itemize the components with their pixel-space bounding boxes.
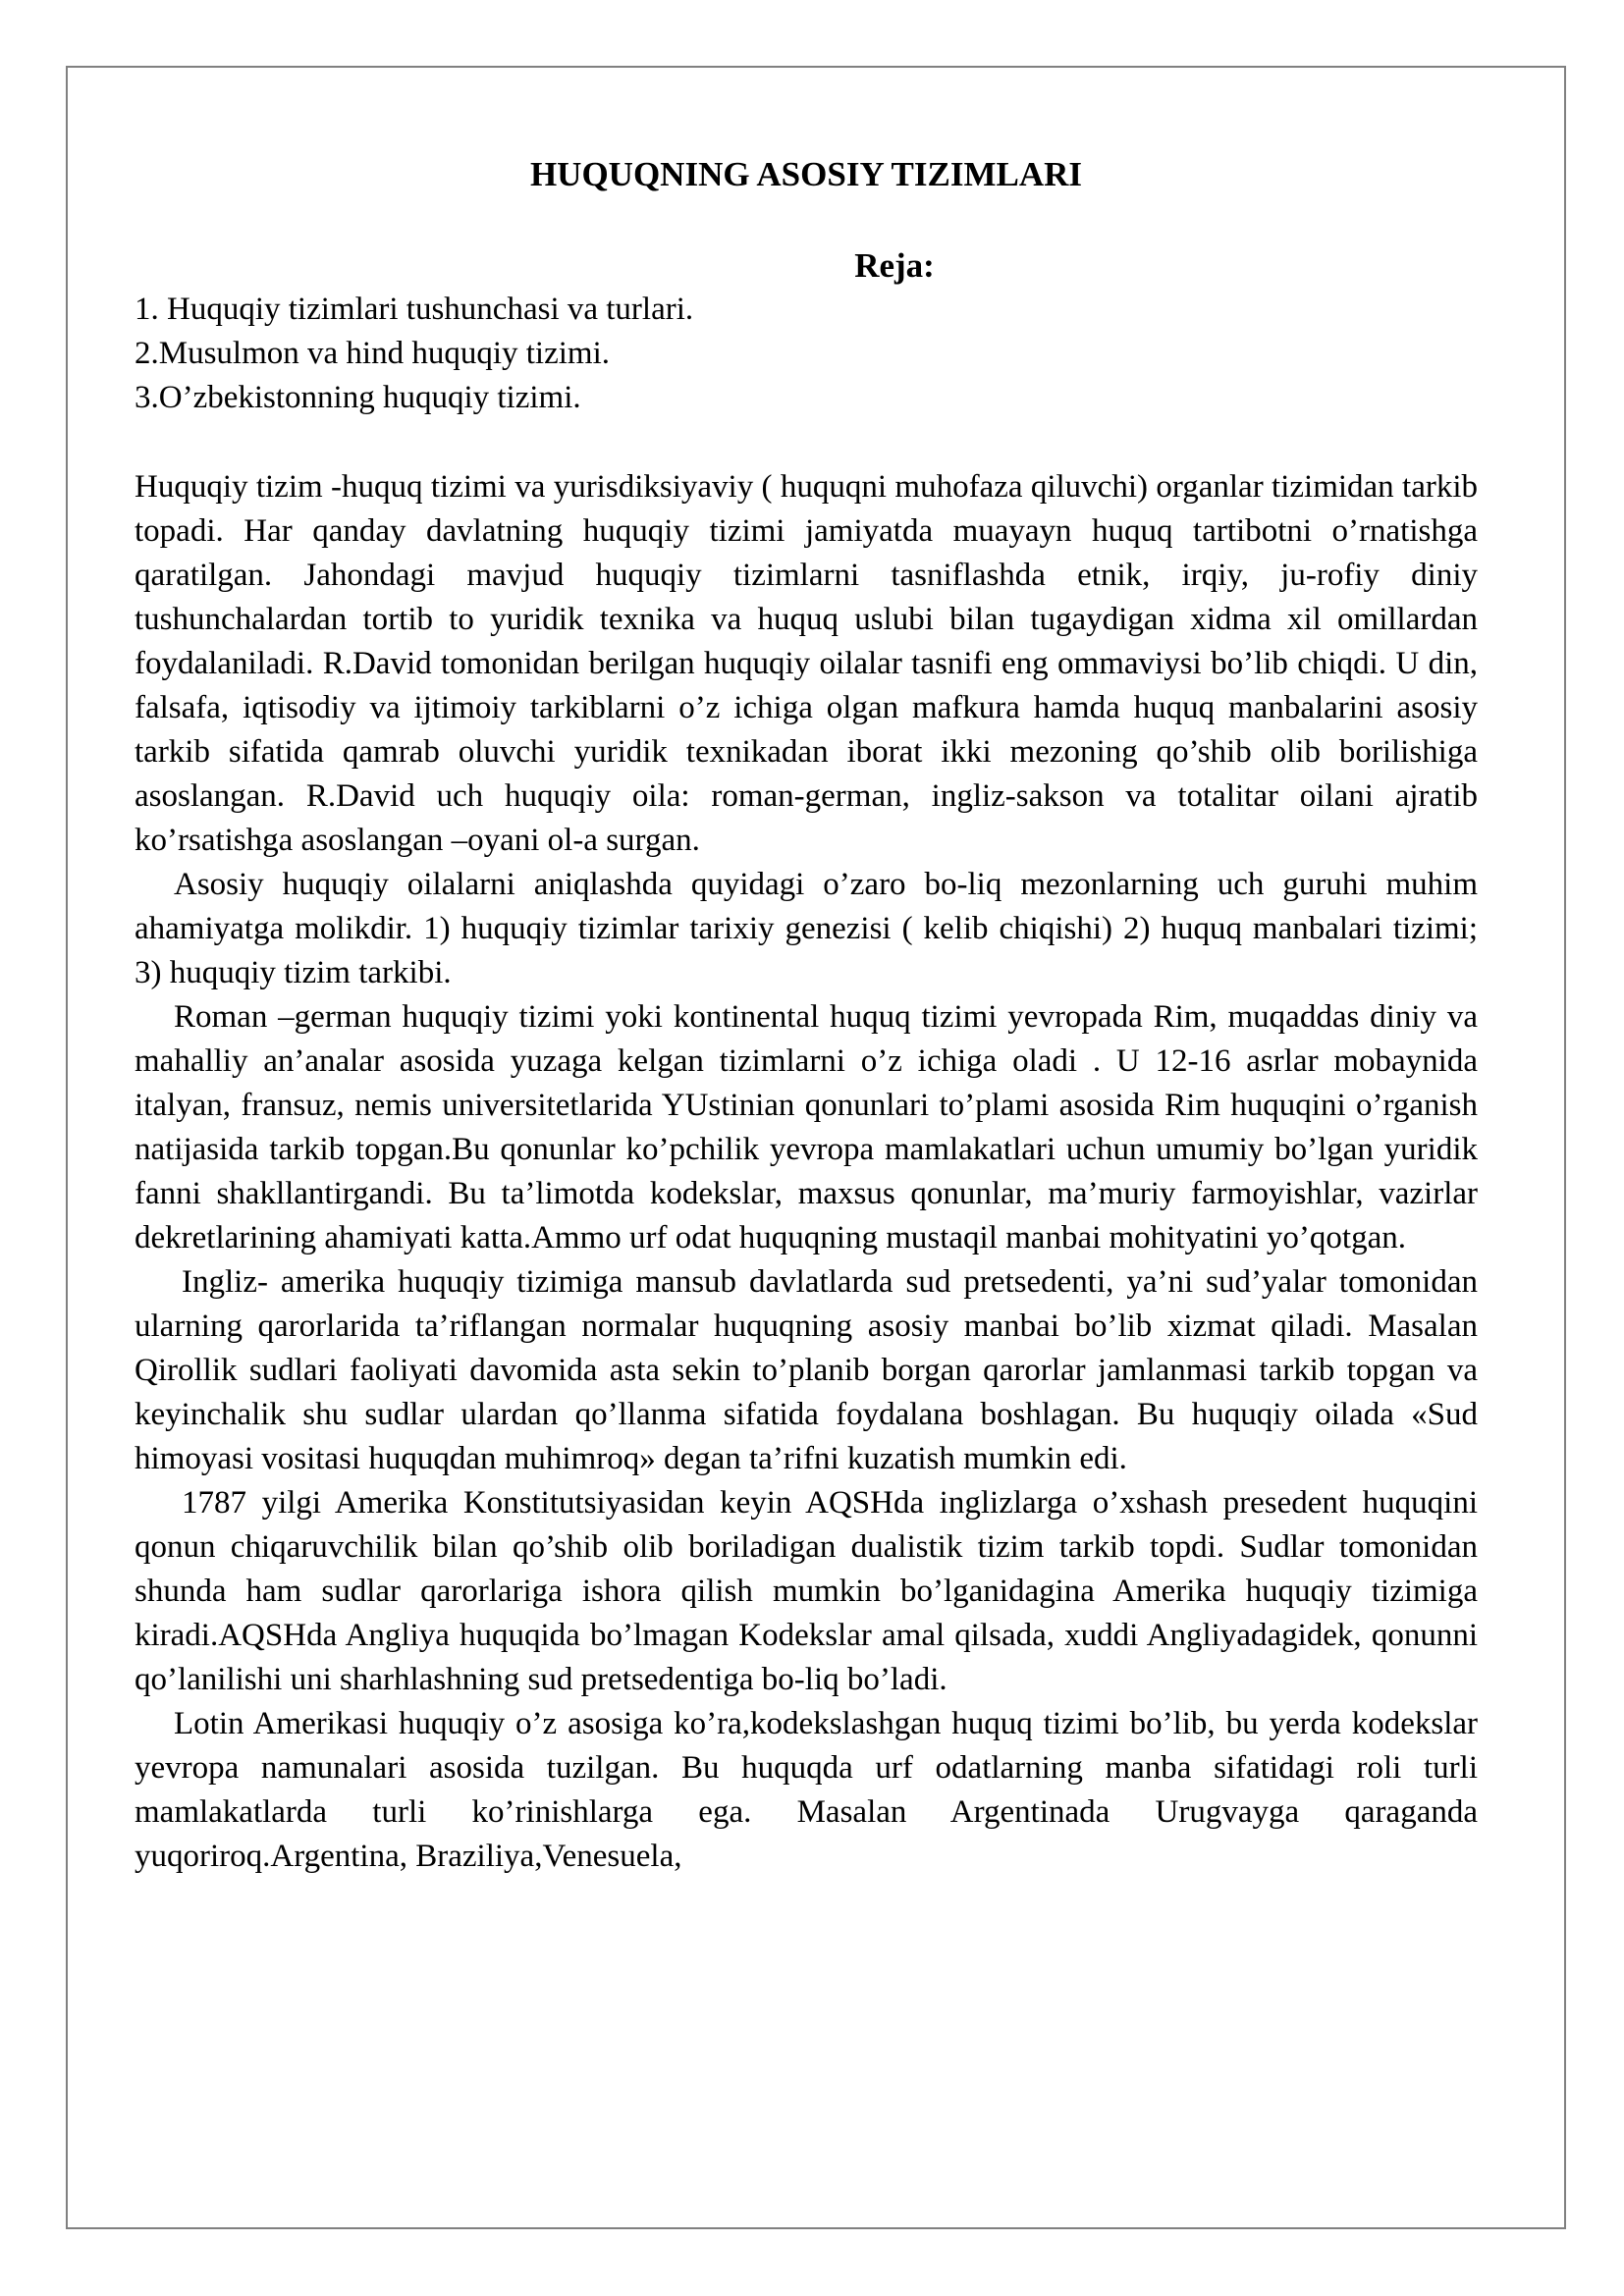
paragraph: Roman –german huquqiy tizimi yoki kontinental huquq tizimi yevropada Rim, muqaddas diniy va mahalliy an’analar asosida yuzaga kelgan tizimlarni o’z ichiga oladi . U 12-16 asrlar mobaynida italyan, fransuz, nemis universitetlarida YUstinian qonunlari to’plami asosida Rim huquqini o’rganish natijasida tarkib topgan.Bu qonunlar ko’pchilik yevropa mamlakatlari uchun umumiy bo’lgan yuridik fanni shakllantirgandi. Bu ta’limotda kodekslar, maxsus qonunlar, ma’muriy farmoyishlar, vazirlar dekretlarining ahamiyati katta.Ammo urf odat huquqning mustaqil manbai mohityatini yo’qotgan. (135, 999, 1478, 1255)
document-title: HUQUQNING ASOSIY TIZIMLARI (529, 155, 1083, 193)
paragraph: Huquqiy tizim -huquq tizimi va yurisdiksiyaviy ( huquqni muhofaza qiluvchi) organlar tizimidan tarkib topadi. Har qanday davlatning huquqiy tizimi jamiyatda muayayn huquq tartibotni o’rnatishga qaratilgan. Jahondagi mavjud huquqiy tizimlarni tasniflashda etnik, irqiy, ju-rofiy diniy tushunchalardan tortib to yuridik texnika va huquq uslubi bilan tugaydigan xidma xil omillardan foydalaniladi. R.David tomonidan berilgan huquqiy oilalar tasnifi eng ommaviysi bo’lib chiqdi. U din, falsafa, iqtisodiy va ijtimoiy tarkiblarni o’z ichiga olgan mafkura hamda huquq manbalarini asosiy tarkib sifatida qamrab oluvchi yuridik texnikadan iborat ikki mezoning qo’shib olib borilishiga asoslangan. R.David uch huquqiy oila: roman-german, ingliz-sakson va totalitar oilani ajratib ko’rsatishga asoslangan –oyani ol-a surgan. (135, 469, 1478, 858)
plan-heading: Reja: (854, 246, 935, 285)
paragraph: Ingliz- amerika huquqiy tizimiga mansub davlatlarda sud pretsedenti, ya’ni sud’yalar tomonidan ularning qarorlarida ta’riflangan normalar huquqning asosiy manbai bo’lib xizmat qiladi. Masalan Qirollik sudlari faoliyati davomida asta sekin to’planib borgan qarorlar jamlanmasi tarkib topgan va keyinchalik shu sudlar ulardan qo’llanma sifatida foydalana boshlagan. Bu huquqiy oilada «Sud himoyasi vositasi huquqdan muhimroq» degan ta’rifni kuzatish mumkin edi. (135, 1264, 1478, 1476)
paragraph: 1787 yilgi Amerika Konstitutsiyasidan keyin AQSHda inglizlarga o’xshash presedent huquqini qonun chiqaruvchilik bilan qo’shib olib boriladigan dualistik tizim tarkib topdi. Sudlar tomonidan shunda ham sudlar qarorlariga ishora qilish mumkin bo’lganidagina Amerika huquqiy tizimiga kiradi.AQSHda Angliya huquqida bo’lmagan Kodekslar amal qilsada, xuddi Angliyadagidek, qonunni qo’lanilishi uni sharhlashning sud pretsedentiga bo-liq bo’ladi. (135, 1485, 1478, 1697)
plan-list (135, 288, 1478, 420)
plan-item: 3.O’zbekistonning huquqiy tizimi. (135, 380, 581, 415)
body-text (135, 465, 1478, 1879)
paragraph: Lotin Amerikasi huquqiy o’z asosiga ko’ra,kodekslashgan huquq tizimi bo’lib, bu yerda kodekslar yevropa namunalari asosida tuzilgan. Bu huquqda urf odatlarning manba sifatidagi roli turli mamlakatlarda turli ko’rinishlarga ega. Masalan Argentinada Urugvayga qaraganda yuqoriroq.Argentina, Braziliya,Venesuela, (135, 1706, 1478, 1874)
paragraph: Asosiy huquqiy oilalarni aniqlashda quyidagi o’zaro bo-liq mezonlarning uch guruhi muhim ahamiyatga molikdir. 1) huquqiy tizimlar tarixiy genezisi ( kelib chiqishi) 2) huquq manbalari tizimi; 3) huquqiy tizim tarkibi. (135, 867, 1478, 990)
plan-item: 2.Musulmon va hind huquqiy tizimi. (135, 336, 610, 371)
plan-item: 1. Huquqiy tizimlari tushunchasi va turlari. (135, 292, 694, 327)
document-content (135, 152, 1478, 1879)
